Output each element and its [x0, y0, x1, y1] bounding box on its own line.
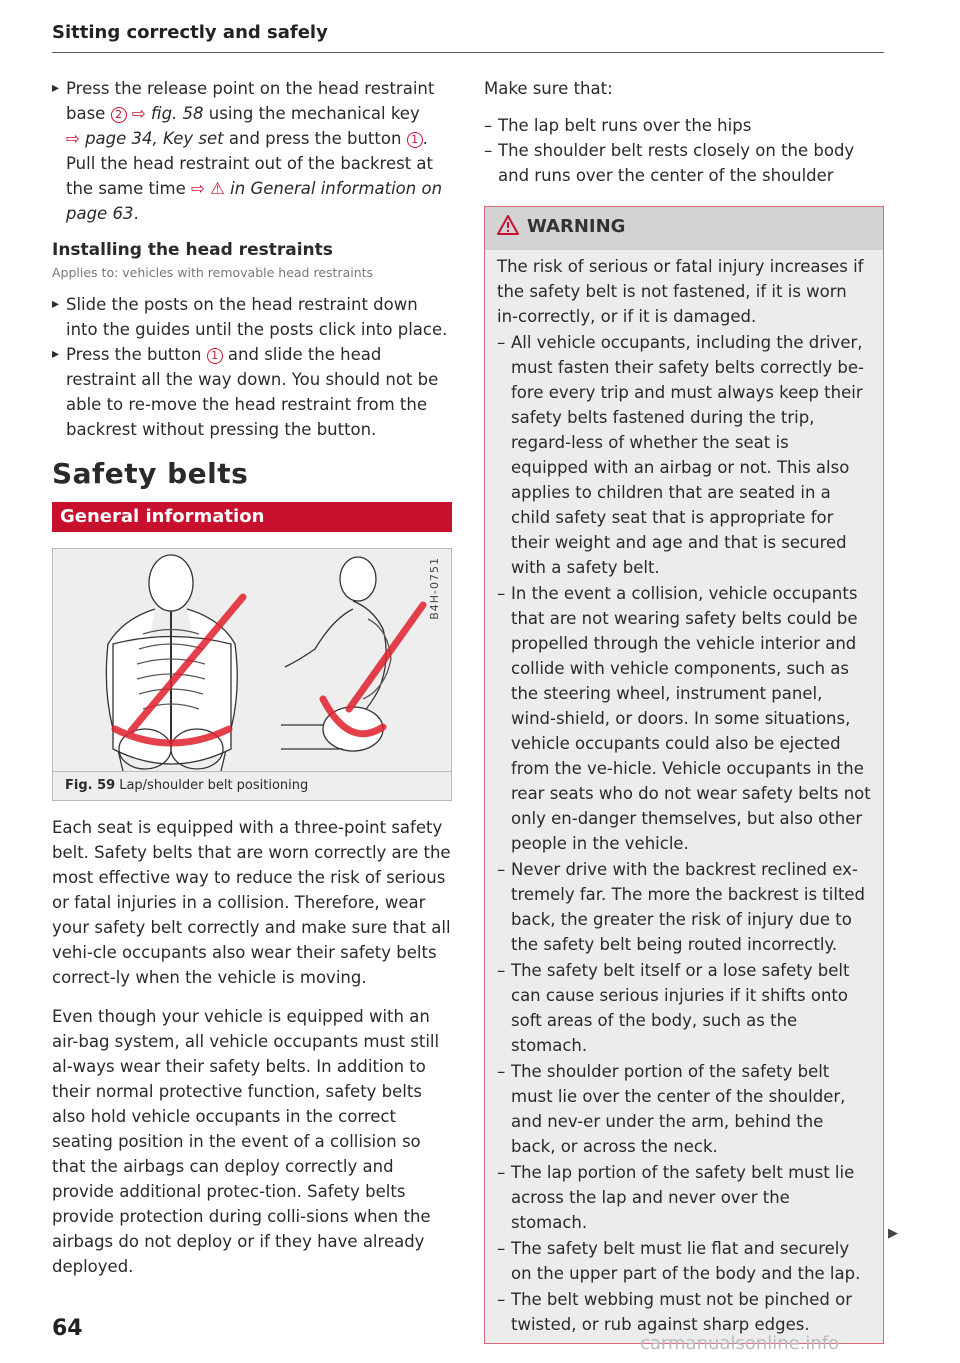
ref-arrow-icon: ⇨ — [131, 104, 146, 123]
check-item: – The lap belt runs over the hips — [484, 113, 884, 138]
paragraph-airbag-system: Even though your vehicle is equipped with an air-bag system, all vehicle occupants must still al-ways wear their safety belts. In addition to their normal protective function, safety belts also hold vehicle occupants in the correct seating position in the event of a collision so that the airbags can deploy correctly and provide additional protec-tion. Safety belts provide protection during colli-sions when the airbags do not deploy or if they have already deployed. — [52, 1007, 440, 1276]
warning-item: – All vehicle occupants, including the driver, must fasten their safety belts correctly be-fore every trip and must always keep their safety belts fastened during the trip, regard-less of whether the seat is equipped with an airbag or not. This also applies to children that are seated in a child safety seat that is appropriate for their weight and age and that is secured with a safety belt. — [497, 330, 871, 580]
warning-triangle-icon — [497, 214, 519, 246]
installing-heading: Installing the head restraints — [52, 240, 333, 260]
warning-body — [485, 250, 883, 1343]
left-column — [52, 76, 452, 1279]
warning-item: – The lap portion of the safety belt must lie across the lap and never over the stomach. — [497, 1160, 871, 1235]
paragraph-three-point-belt: Each seat is equipped with a three-point safety belt. Safety belts that are worn correctly are the most effective way to reduce the risk of serious or fatal injuries in a collision. Therefore, wear your safety belt correctly and make sure that all vehi-cle occupants also wear their safety belts correct-ly when the vehicle is moving. — [52, 818, 451, 987]
step-press-button: ▸ Press the button 1 and slide the head restraint all the way down. You should not be able to re-move the head restraint from the backrest without pressing the button. — [52, 342, 452, 442]
callout-1: 1 — [207, 348, 223, 364]
callout-2: 2 — [111, 107, 127, 123]
caption-text: Lap/shoulder belt positioning — [119, 778, 309, 793]
skeleton-back-view — [106, 555, 237, 771]
warning-item: – In the event a collision, vehicle occupants that are not wearing safety belts could be propelled through the vehicle interior and collide with vehicle components, such as the steering wheel, instrument panel, wind-shield, or doors. In some situations, vehicle occupants could also be ejected from the ve-hicle. Vehicle occupants in the rear seats who do not wear safety belts not only en-danger themselves, but also other people in the vehicle. — [497, 581, 871, 856]
warning-lead: The risk of serious or fatal injury increases if the safety belt is not fastened, if it is worn in-correctly, or if it is damaged. — [497, 257, 864, 326]
warning-title: WARNING — [527, 216, 626, 237]
page-34-link[interactable]: page 34, Key set — [85, 129, 224, 148]
warning-triangle-icon: ⚠ — [210, 179, 225, 198]
warning-item: – The safety belt itself or a lose safety belt can cause serious injuries if it shifts onto soft areas of the body, such as the stomach. — [497, 958, 871, 1058]
fig-58-link[interactable]: fig. 58 — [150, 104, 204, 123]
warning-header — [485, 207, 883, 250]
figure-code: B4H-0751 — [428, 557, 441, 620]
page-number: 64 — [52, 1316, 83, 1341]
page-63-link[interactable]: in General information on page 63 — [66, 179, 443, 223]
warning-item: – The safety belt must lie flat and securely on the upper part of the body and the lap. — [497, 1236, 871, 1286]
make-sure-intro: Make sure that: — [484, 79, 613, 98]
caption-label: Fig. 59 — [65, 778, 116, 793]
right-column — [484, 76, 884, 1344]
ref-arrow-icon: ⇨ — [191, 179, 205, 198]
applies-note: Applies to: vehicles with removable head restraints — [52, 265, 374, 280]
continued-arrow-icon: ▶ — [888, 1226, 898, 1241]
ref-arrow-icon: ⇨ — [66, 129, 80, 148]
warning-item: – The shoulder portion of the safety belt must lie over the center of the shoulder, and nev-er under the arm, behind the back, or across the neck. — [497, 1059, 871, 1159]
check-item: – The shoulder belt rests closely on the body and runs over the center of the shoulder — [484, 138, 884, 188]
warning-box — [484, 206, 884, 1344]
warning-item: – The belt webbing must not be pinched or twisted, or rub against sharp edges. — [497, 1287, 871, 1337]
general-information-bar: General information — [52, 502, 452, 532]
step-remove-head-restraint: ▸ Press the release point on the head restraint base 2 ⇨ fig. 58 using the mechanical key ⇨ page 34, Key set and press the button 1 . Pull the head restraint out of the backrest at the same time ⇨ ⚠ in General information on page 63. — [52, 76, 452, 226]
figure-caption — [52, 772, 452, 801]
page-header — [52, 22, 884, 53]
watermark: carmanualsonline.info — [640, 1333, 840, 1354]
figure-belt-positioning — [52, 548, 452, 772]
step-slide-posts: ▸ Slide the posts on the head restraint down into the guides until the posts click into place. — [52, 292, 452, 342]
section-title: Sitting correctly and safely — [52, 22, 328, 43]
callout-1: 1 — [407, 132, 423, 148]
warning-item: – Never drive with the backrest reclined ex-tremely far. The more the backrest is tilted back, the greater the risk of injury due to the safety belt being routed incorrectly. — [497, 857, 871, 957]
safety-belts-heading: Safety belts — [52, 457, 249, 490]
belt-illustration — [53, 549, 451, 771]
